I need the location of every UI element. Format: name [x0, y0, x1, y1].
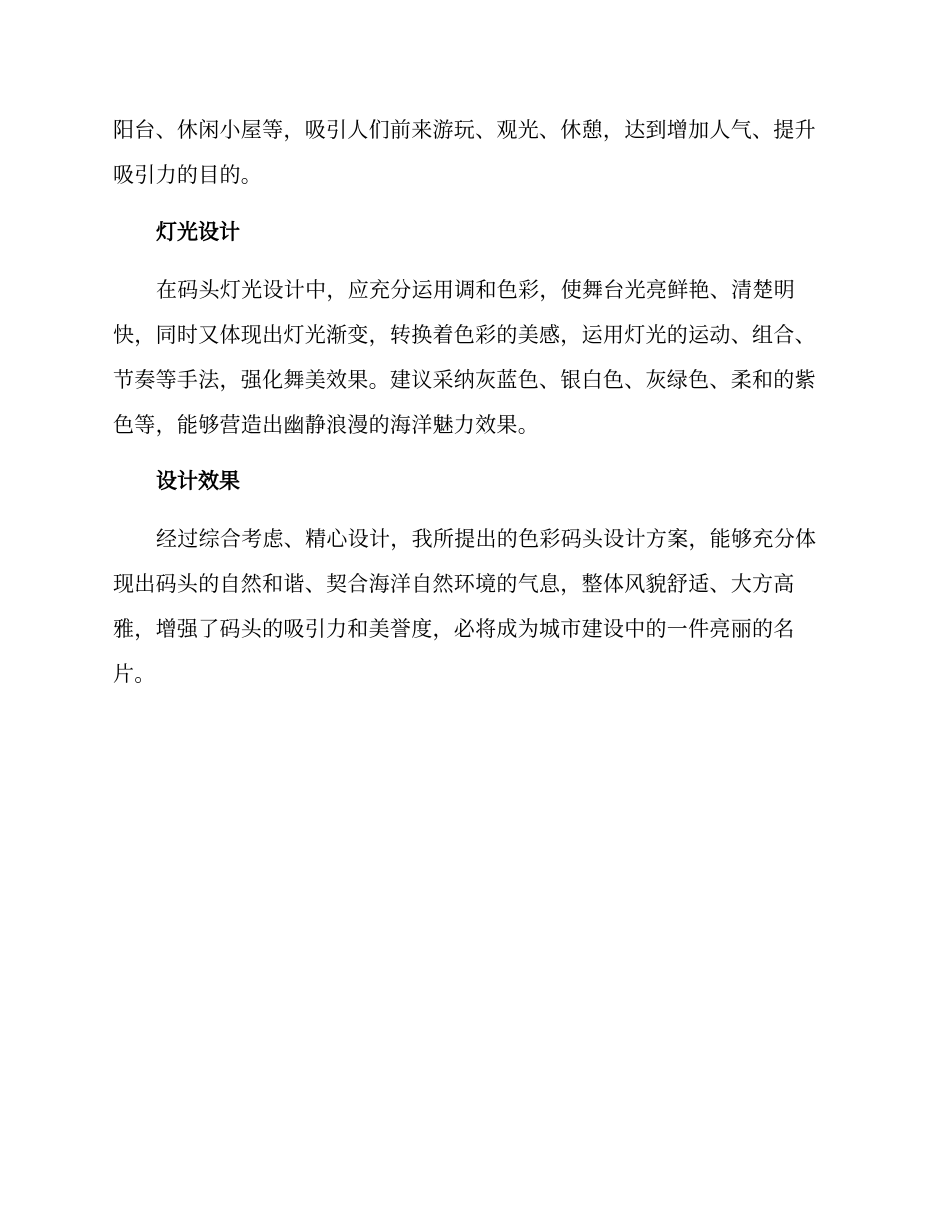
- paragraph-line: 色等，能够营造出幽静浪漫的海洋魅力效果。: [113, 413, 539, 437]
- section-heading-effect: 设计效果: [156, 469, 240, 493]
- paragraph-line: 吸引力的目的。: [113, 163, 263, 187]
- paragraph-line: 现出码头的自然和谐、契合海洋自然环境的气息，整体风貌舒适、大方高: [113, 572, 795, 596]
- paragraph-line: 雅，增强了码头的吸引力和美誉度，必将成为城市建设中的一件亮丽的名: [113, 617, 795, 641]
- paragraph-line: 在码头灯光设计中，应充分运用调和色彩，使舞台光亮鲜艳、清楚明: [156, 278, 795, 302]
- paragraph-line: 片。: [113, 662, 156, 686]
- paragraph-line: 阳台、休闲小屋等，吸引人们前来游玩、观光、休憩，达到增加人气、提升: [113, 118, 816, 142]
- paragraph-line: 经过综合考虑、精心设计，我所提出的色彩码头设计方案，能够充分体: [156, 527, 817, 551]
- paragraph-line: 节奏等手法，强化舞美效果。建议采纳灰蓝色、银白色、灰绿色、柔和的紫: [113, 368, 816, 392]
- paragraph-line: 快，同时又体现出灯光渐变，转换着色彩的美感，运用灯光的运动、组合、: [113, 323, 816, 347]
- section-heading-lighting: 灯光设计: [156, 220, 240, 244]
